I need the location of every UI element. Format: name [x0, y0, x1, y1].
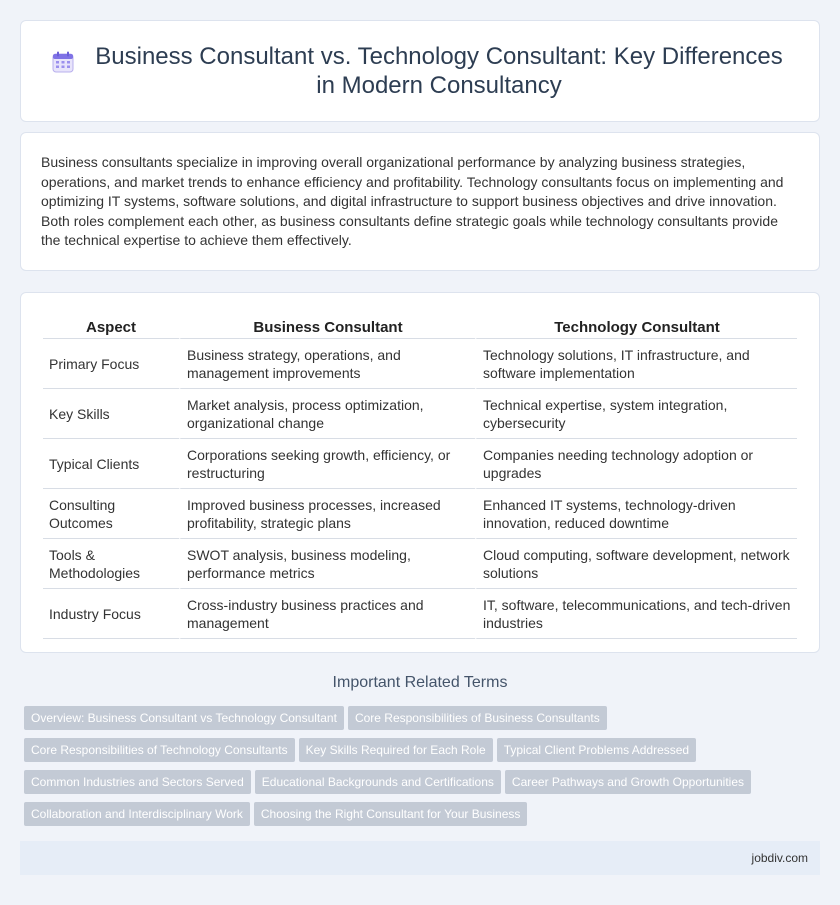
comparison-card: [20, 292, 820, 653]
related-term-tag[interactable]: Core Responsibilities of Technology Consultants: [24, 738, 295, 762]
cell-business: Corporations seeking growth, efficiency, or restructuring: [179, 439, 475, 489]
related-term-tag[interactable]: Overview: Business Consultant vs Technology Consultant: [24, 706, 344, 730]
related-term-tag[interactable]: Choosing the Right Consultant for Your Business: [254, 802, 528, 826]
related-term-tag[interactable]: Typical Client Problems Addressed: [497, 738, 696, 762]
cell-aspect: Industry Focus: [43, 589, 179, 639]
cell-aspect: Primary Focus: [43, 339, 179, 389]
table-row: [43, 389, 797, 439]
cell-technology: Enhanced IT systems, technology-driven innovation, reduced downtime: [475, 489, 797, 539]
table-header-row: [43, 309, 797, 339]
cell-technology: Technical expertise, system integration, cybersecurity: [475, 389, 797, 439]
cell-technology: Cloud computing, software development, network solutions: [475, 539, 797, 589]
cell-business: Business strategy, operations, and management improvements: [179, 339, 475, 389]
related-term-tag[interactable]: Core Responsibilities of Business Consultants: [348, 706, 607, 730]
related-term-tag[interactable]: Key Skills Required for Each Role: [299, 738, 493, 762]
cell-technology: IT, software, telecommunications, and tech-driven industries: [475, 589, 797, 639]
cell-business: Market analysis, process optimization, organizational change: [179, 389, 475, 439]
intro-card: [20, 132, 820, 271]
cell-technology: Companies needing technology adoption or upgrades: [475, 439, 797, 489]
comparison-table: [43, 309, 797, 639]
cell-aspect: Typical Clients: [43, 439, 179, 489]
footer: [20, 841, 820, 875]
footer-site-link[interactable]: jobdiv.com: [751, 851, 808, 865]
related-terms-title: Important Related Terms: [332, 674, 508, 691]
cell-business: SWOT analysis, business modeling, performance metrics: [179, 539, 475, 589]
related-term-tag[interactable]: Educational Backgrounds and Certifications: [255, 770, 501, 794]
header-business-consultant: Business Consultant: [179, 309, 475, 339]
calendar-icon: [51, 50, 75, 74]
cell-aspect: Key Skills: [43, 389, 179, 439]
related-term-tag[interactable]: Common Industries and Sectors Served: [24, 770, 251, 794]
cell-business: Improved business processes, increased profitability, strategic plans: [179, 489, 475, 539]
table-row: [43, 439, 797, 489]
cell-technology: Technology solutions, IT infrastructure, and software implementation: [475, 339, 797, 389]
page-title: Business Consultant vs. Technology Consultant: Key Differences in Modern Consultancy: [95, 43, 783, 99]
header-technology-consultant: Technology Consultant: [475, 309, 797, 339]
cell-aspect: Consulting Outcomes: [43, 489, 179, 539]
table-row: [43, 489, 797, 539]
table-row: [43, 539, 797, 589]
related-term-tag[interactable]: Career Pathways and Growth Opportunities: [505, 770, 751, 794]
header-aspect: Aspect: [43, 309, 179, 339]
table-row: [43, 589, 797, 639]
related-term-tag[interactable]: Collaboration and Interdisciplinary Work: [24, 802, 250, 826]
intro-text: Business consultants specialize in improving overall organizational performance by analyzing business strategies, operations, and market trends to enhance efficiency and profitability. Technology consultants focus on implementing and optimizing IT systems, software solutions, and digital infrastructure to support business objectives and drive innovation. Both roles complement each other, as business consultants define strategic goals while technology consultants provide the technical expertise to achieve them effectively.: [41, 154, 784, 248]
header-card: [20, 20, 820, 122]
cell-business: Cross-industry business practices and management: [179, 589, 475, 639]
table-row: [43, 339, 797, 389]
related-terms-list: [24, 706, 820, 834]
cell-aspect: Tools & Methodologies: [43, 539, 179, 589]
